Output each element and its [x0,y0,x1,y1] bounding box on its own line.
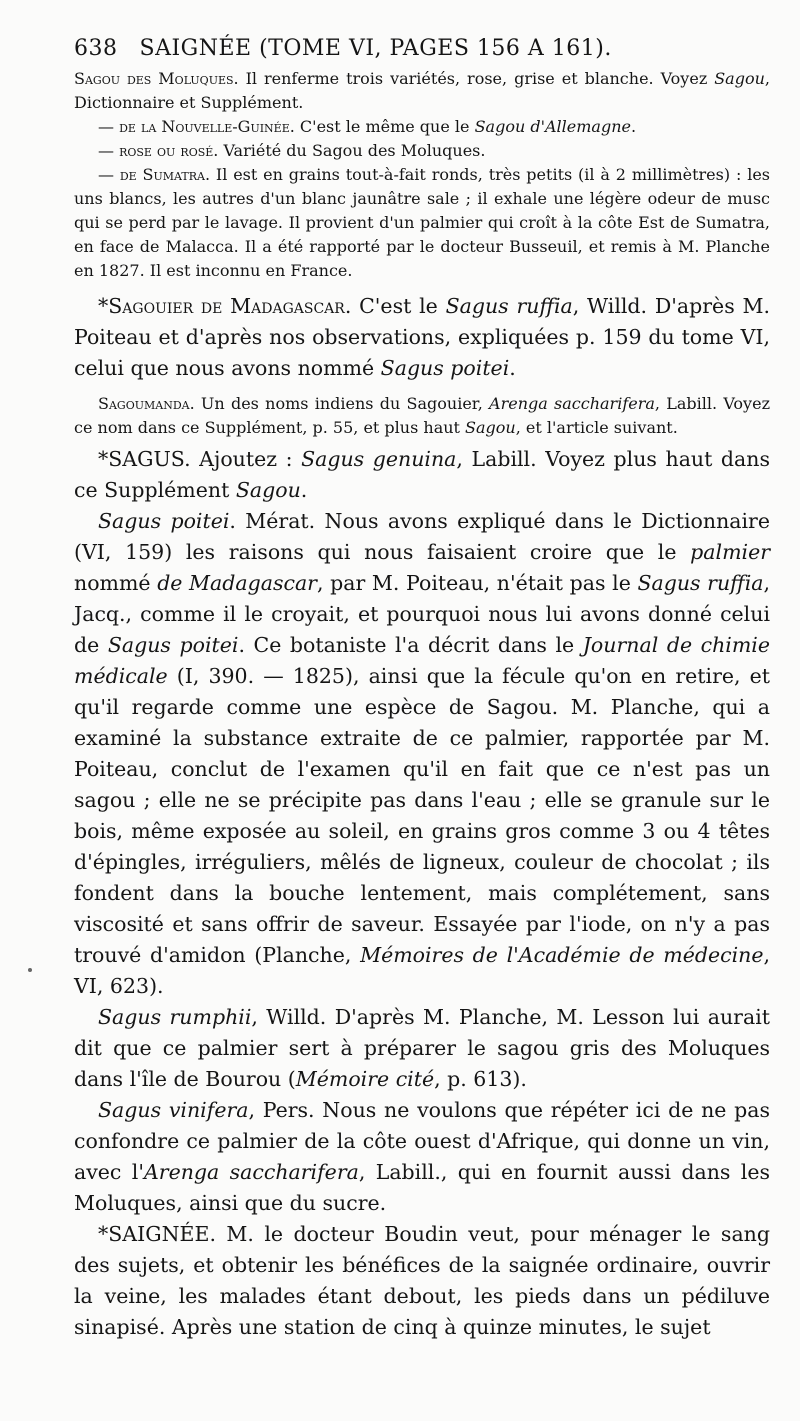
entry-sagouier: *Sagouier de Madagascar. C'est le Sagus ruffia, Willd. D'après M. Poiteau et d'après nos observations, expliquées p. 159 du tome VI, celui que nous avons nommé Sagus poitei. [74,294,770,380]
page-number: 638 [74,36,118,61]
running-title: SAIGNÉE (TOME VI, PAGES 156 A 161). [139,36,612,61]
entry-sagus: *SAGUS. Ajoutez : Sagus genuina, Labill. Voyez plus haut dans ce Supplément Sagou. [74,447,770,502]
entry-head: *SAIGNÉE. [98,1222,216,1246]
entry-head: *Sagouier de Madagascar. [98,294,352,318]
entry-head: — rose ou rosé. [98,141,219,160]
entry-head: — de la Nouvelle-Guinée. [98,117,295,136]
entry-sagus-poitei: Sagus poitei. Mérat. Nous avons expliqué dans le Dictionnaire (VI, 159) les raisons qui nous faisaient croire que le palmier nommé de Madagascar, par M. Poiteau, n'était pas le Sagus ruffia, Jacq., comme il le croyait, et pourquoi nous lui avons donné celui de Sagus poitei. Ce botaniste l'a décrit dans le Journal de chimie médicale (I, 390. — 1825), ainsi que la fécule qu'on en retire, et qu'il regarde comme une espèce de Sagou. M. Planche, qui a examiné la substance extraite de ce palmier, rapportée par M. Poiteau, conclut de l'examen qu'il en fait que ce n'est pas un sagou ; elle ne se précipite pas dans l'eau ; elle se granule sur le bois, même exposée au soleil, en grains gros comme 3 ou 4 têtes d'épingles, irréguliers, mêlés de ligneux, couleur de chocolat ; ils fondent dans la bouche lentement, mais complétement, sans viscosité et sans offrir de saveur. Essayée par l'iode, on n'y a pas trouvé d'amidon (Planche, Mémoires de l'Académie de médecine, VI, 623). [74,509,771,998]
entry-sagoumanda: Sagoumanda. Un des noms indiens du Sagouier, Arenga saccharifera, Labill. Voyez ce nom dans ce Supplément, p. 55, et plus haut Sagou, et l'article suivant. [74,394,770,437]
entry-saignee: *SAIGNÉE. M. le docteur Boudin veut, pour ménager le sang des sujets, et obtenir les bénéfices de la saignée ordinaire, ouvrir la veine, les malades étant debout, les pieds dans un pédiluve sinapisé. Après une station de cinq à quinze minutes, le sujet [74,1222,770,1339]
running-header [74,36,770,61]
entry-head: Sagus rumphii [98,1005,252,1029]
entry-sagou-moluques: Sagou des Moluques. Il renferme trois variétés, rose, grise et blanche. Voyez Sagou, Dictionnaire et Supplément. [74,69,770,112]
margin-speck [28,968,32,972]
entry-sagus-vinifera: Sagus vinifera, Pers. Nous ne voulons que répéter ici de ne pas confondre ce palmier de la côte ouest d'Afrique, qui donne un vin, avec l'Arenga saccharifera, Labill., qui en fournit aussi dans les Moluques, ainsi que du sucre. [74,1098,771,1215]
entry-sumatra: — de Sumatra. Il est en grains tout-à-fait ronds, très petits (il à 2 millimètres) : les uns blancs, les autres d'un blanc jaunâtre sale ; il exhale une légère odeur de musc qui se perd par le lavage. Il provient d'un palmier qui croît à la côte Est de Sumatra, en face de Malacca. Il a été rapporté par le docteur Busseuil, et remis à M. Planche en 1827. Il est inconnu en France. [74,165,770,280]
entry-head: — de Sumatra. [98,165,211,184]
entry-rose: — rose ou rosé. Variété du Sagou des Moluques. [98,141,486,160]
entry-head: Sagus vinifera [98,1098,249,1122]
entry-head: Sagoumanda. [98,394,195,413]
entry-nouvelle-guinee: — de la Nouvelle-Guinée. C'est le même que le Sagou d'Allemagne. [98,117,637,136]
entry-sagus-rumphii: Sagus rumphii, Willd. D'après M. Planche, M. Lesson lui aurait dit que ce palmier sert à préparer le sagou gris des Moluques dans l'île de Bourou (Mémoire cité, p. 613). [74,1005,770,1091]
entry-head: *SAGUS. [98,447,191,471]
entry-head: Sagou des Moluques. [74,69,239,88]
entry-head: Sagus poitei [98,509,230,533]
